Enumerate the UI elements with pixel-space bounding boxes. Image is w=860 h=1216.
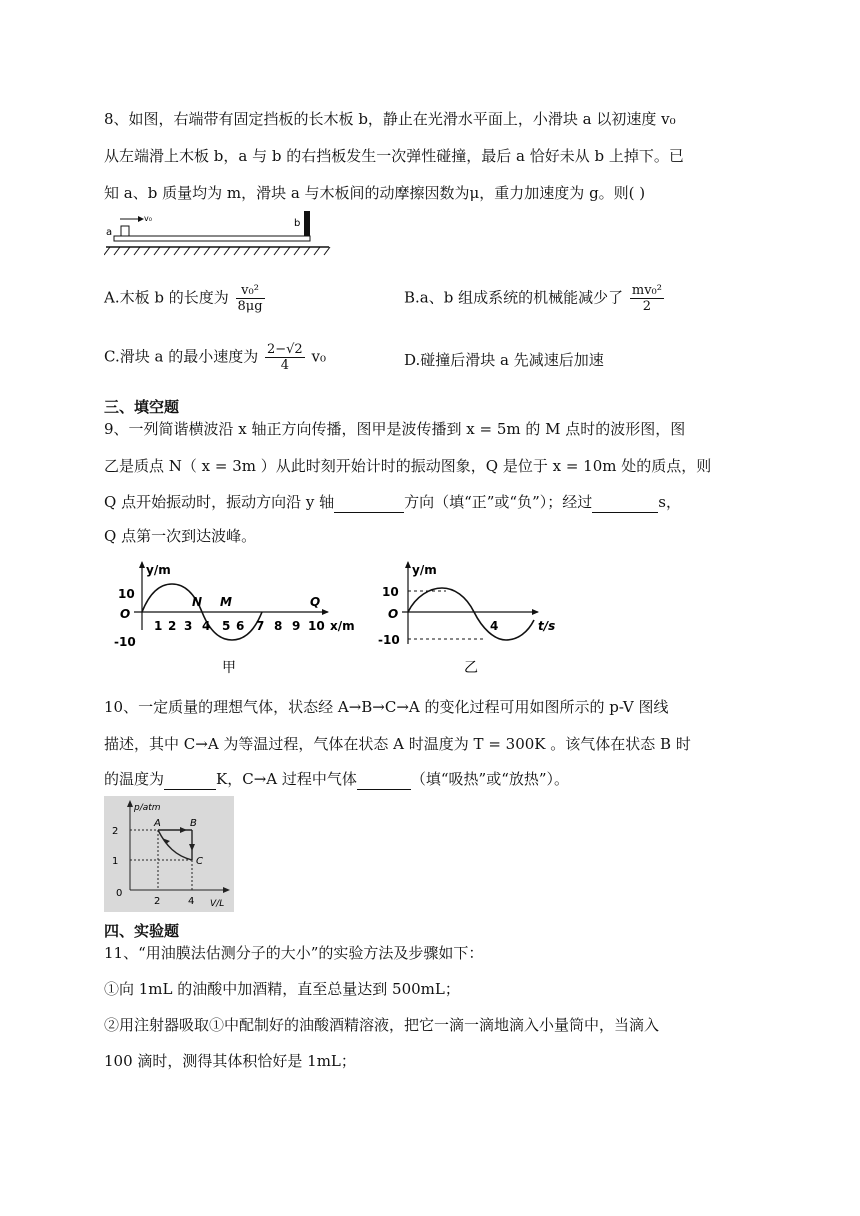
q9-figb-xlabel: t/s <box>538 619 556 633</box>
q9-line-3-c: s， <box>658 493 681 511</box>
q10-line-3-b: K，C→A 过程中气体 <box>216 770 357 788</box>
q8-option-b-fraction <box>630 283 664 314</box>
q10-line-3 <box>104 769 569 790</box>
q11-line-4: 100 滴时，测得其体积恰好是 1mL； <box>104 1052 356 1070</box>
q9-blank-1[interactable] <box>334 492 404 513</box>
q8-option-c-num: 2−√2 <box>266 342 303 357</box>
q9-figb-yneg: -10 <box>378 633 400 647</box>
q10-xlabel: V/L <box>210 899 225 909</box>
q9-line-3-a: Q 点开始振动时，振动方向沿 y 轴 <box>104 493 335 511</box>
q10-label-a: A <box>154 818 161 829</box>
section-3-heading: 三、填空题 <box>104 398 180 416</box>
svg-text:8: 8 <box>274 619 283 633</box>
q10-line-1: 10、一定质量的理想气体，状态经 A→B→C→A 的变化过程可用如图所示的 p-V 图线 <box>104 698 669 716</box>
q9-figa-ylabel: y/m <box>146 563 171 577</box>
q8-option-c <box>104 342 326 373</box>
svg-text:3: 3 <box>184 619 193 633</box>
q11-line-2: ①向 1mL 的油酸中加酒精，直至总量达到 500mL； <box>104 980 460 998</box>
q10-v2: 2 <box>154 896 161 907</box>
q9-figa-ticks <box>154 619 325 633</box>
q8-option-b <box>404 283 666 314</box>
q9-figa-label-m: M <box>220 595 232 609</box>
q8-option-c-fraction <box>265 342 305 373</box>
q9-figb-tick: 4 <box>490 619 499 633</box>
q8-board-b <box>114 236 310 241</box>
q9-figb-caption: 乙 <box>464 660 478 676</box>
q8-label-v0: v₀ <box>144 214 152 223</box>
q10-line-2: 描述，其中 C→A 为等温过程，气体在状态 A 时温度为 T = 300K 。该气体在状态 B 时 <box>104 735 691 753</box>
q9-figb-curve <box>408 588 534 640</box>
q10-blank-2[interactable] <box>357 769 411 790</box>
q9-figure-b <box>368 560 564 680</box>
q9-blank-2[interactable] <box>592 492 658 513</box>
q8-label-a: a <box>106 227 113 238</box>
section-4-heading: 四、实验题 <box>104 922 180 940</box>
q8-option-b-num: mv₀² <box>631 283 662 298</box>
q11-line-3: ②用注射器吸取①中配制好的油酸酒精溶液，把它一滴一滴地滴入小量筒中，当滴入 <box>104 1016 660 1034</box>
q10-label-c: C <box>196 856 203 867</box>
q9-figb-ylabel: y/m <box>412 563 437 577</box>
q9-figb-ypos: 10 <box>382 585 399 599</box>
q10-ylabel: p/atm <box>134 803 161 813</box>
q9-line-3 <box>104 492 681 513</box>
svg-text:9: 9 <box>292 619 301 633</box>
q10-blank-1[interactable] <box>164 769 216 790</box>
q8-line-2: 从左端滑上木板 b，a 与 b 的右挡板发生一次弹性碰撞，最后 a 恰好未从 b 上掉下。已 <box>104 147 684 165</box>
q9-figure-a <box>104 560 366 680</box>
q9-figa-ypos: 10 <box>118 587 135 601</box>
q8-line-3: 知 a、b 质量均为 m，滑块 a 与木板间的动摩擦因数为μ，重力加速度为 g。则( ) <box>104 184 646 202</box>
q10-line-3-c: （填“吸热”或“放热”）。 <box>410 770 570 788</box>
q10-v4: 4 <box>188 896 195 907</box>
q8-option-b-text: B.a、b 组成系统的机械能减少了 <box>404 288 624 307</box>
q8-option-a-num: v₀² <box>236 283 265 299</box>
q9-figa-caption: 甲 <box>222 660 236 676</box>
q9-line-4: Q 点第一次到达波峰。 <box>104 527 257 545</box>
q9-figa-label-q: Q <box>310 595 321 609</box>
svg-text:1: 1 <box>154 619 163 633</box>
q9-figb-origin: O <box>388 607 399 621</box>
q8-option-c-text: C.滑块 a 的最小速度为 <box>104 347 259 366</box>
q9-line-3-b: 方向（填“正”或“负”）；经过 <box>404 493 593 511</box>
svg-text:10: 10 <box>308 619 325 633</box>
svg-text:2: 2 <box>168 619 177 633</box>
q9-figa-yneg: -10 <box>114 635 136 649</box>
svg-text:7: 7 <box>256 619 265 633</box>
q11-line-1: 11、“用油膜法估测分子的大小”的实验方法及步骤如下： <box>104 944 484 962</box>
q8-ground-hatch <box>104 247 330 255</box>
q9-figa-origin: O <box>120 607 131 621</box>
q10-origin: 0 <box>116 888 123 899</box>
q8-option-a <box>104 283 267 314</box>
q8-option-b-den: 2 <box>642 299 652 314</box>
q8-option-d: D.碰撞后滑块 a 先减速后加速 <box>404 351 604 369</box>
q8-stopper <box>304 211 310 236</box>
q8-line-1: 8、如图，右端带有固定挡板的长木板 b，静止在光滑水平面上，小滑块 a 以初速度 v₀ <box>104 110 676 128</box>
q10-p1: 1 <box>112 856 119 867</box>
q8-option-a-text: A.木板 b 的长度为 <box>104 288 229 307</box>
q8-figure <box>104 207 334 265</box>
q8-block-a <box>121 226 129 236</box>
q10-line-3-a: 的温度为 <box>104 770 165 788</box>
q9-figa-label-n: N <box>192 595 203 609</box>
q9-line-2: 乙是质点 N（ x = 3m ）从此时刻开始计时的振动图象，Q 是位于 x = 10m 处的质点，则 <box>104 457 712 475</box>
q9-line-1: 9、一列简谐横波沿 x 轴正方向传播，图甲是波传播到 x = 5m 的 M 点时的波形图，图 <box>104 420 686 438</box>
svg-text:6: 6 <box>236 619 245 633</box>
q8-label-b: b <box>294 218 301 229</box>
q8-option-c-tail: v₀ <box>311 347 326 366</box>
q8-option-a-den: 8μg <box>237 299 263 314</box>
q10-pv-figure <box>104 796 234 912</box>
q9-figa-xlabel: x/m <box>330 619 355 633</box>
q10-label-b: B <box>190 818 197 829</box>
svg-text:4: 4 <box>202 619 211 633</box>
q10-p2: 2 <box>112 826 119 837</box>
q8-option-c-den: 4 <box>280 358 289 373</box>
svg-text:5: 5 <box>222 619 231 633</box>
q8-option-a-fraction <box>236 283 265 314</box>
